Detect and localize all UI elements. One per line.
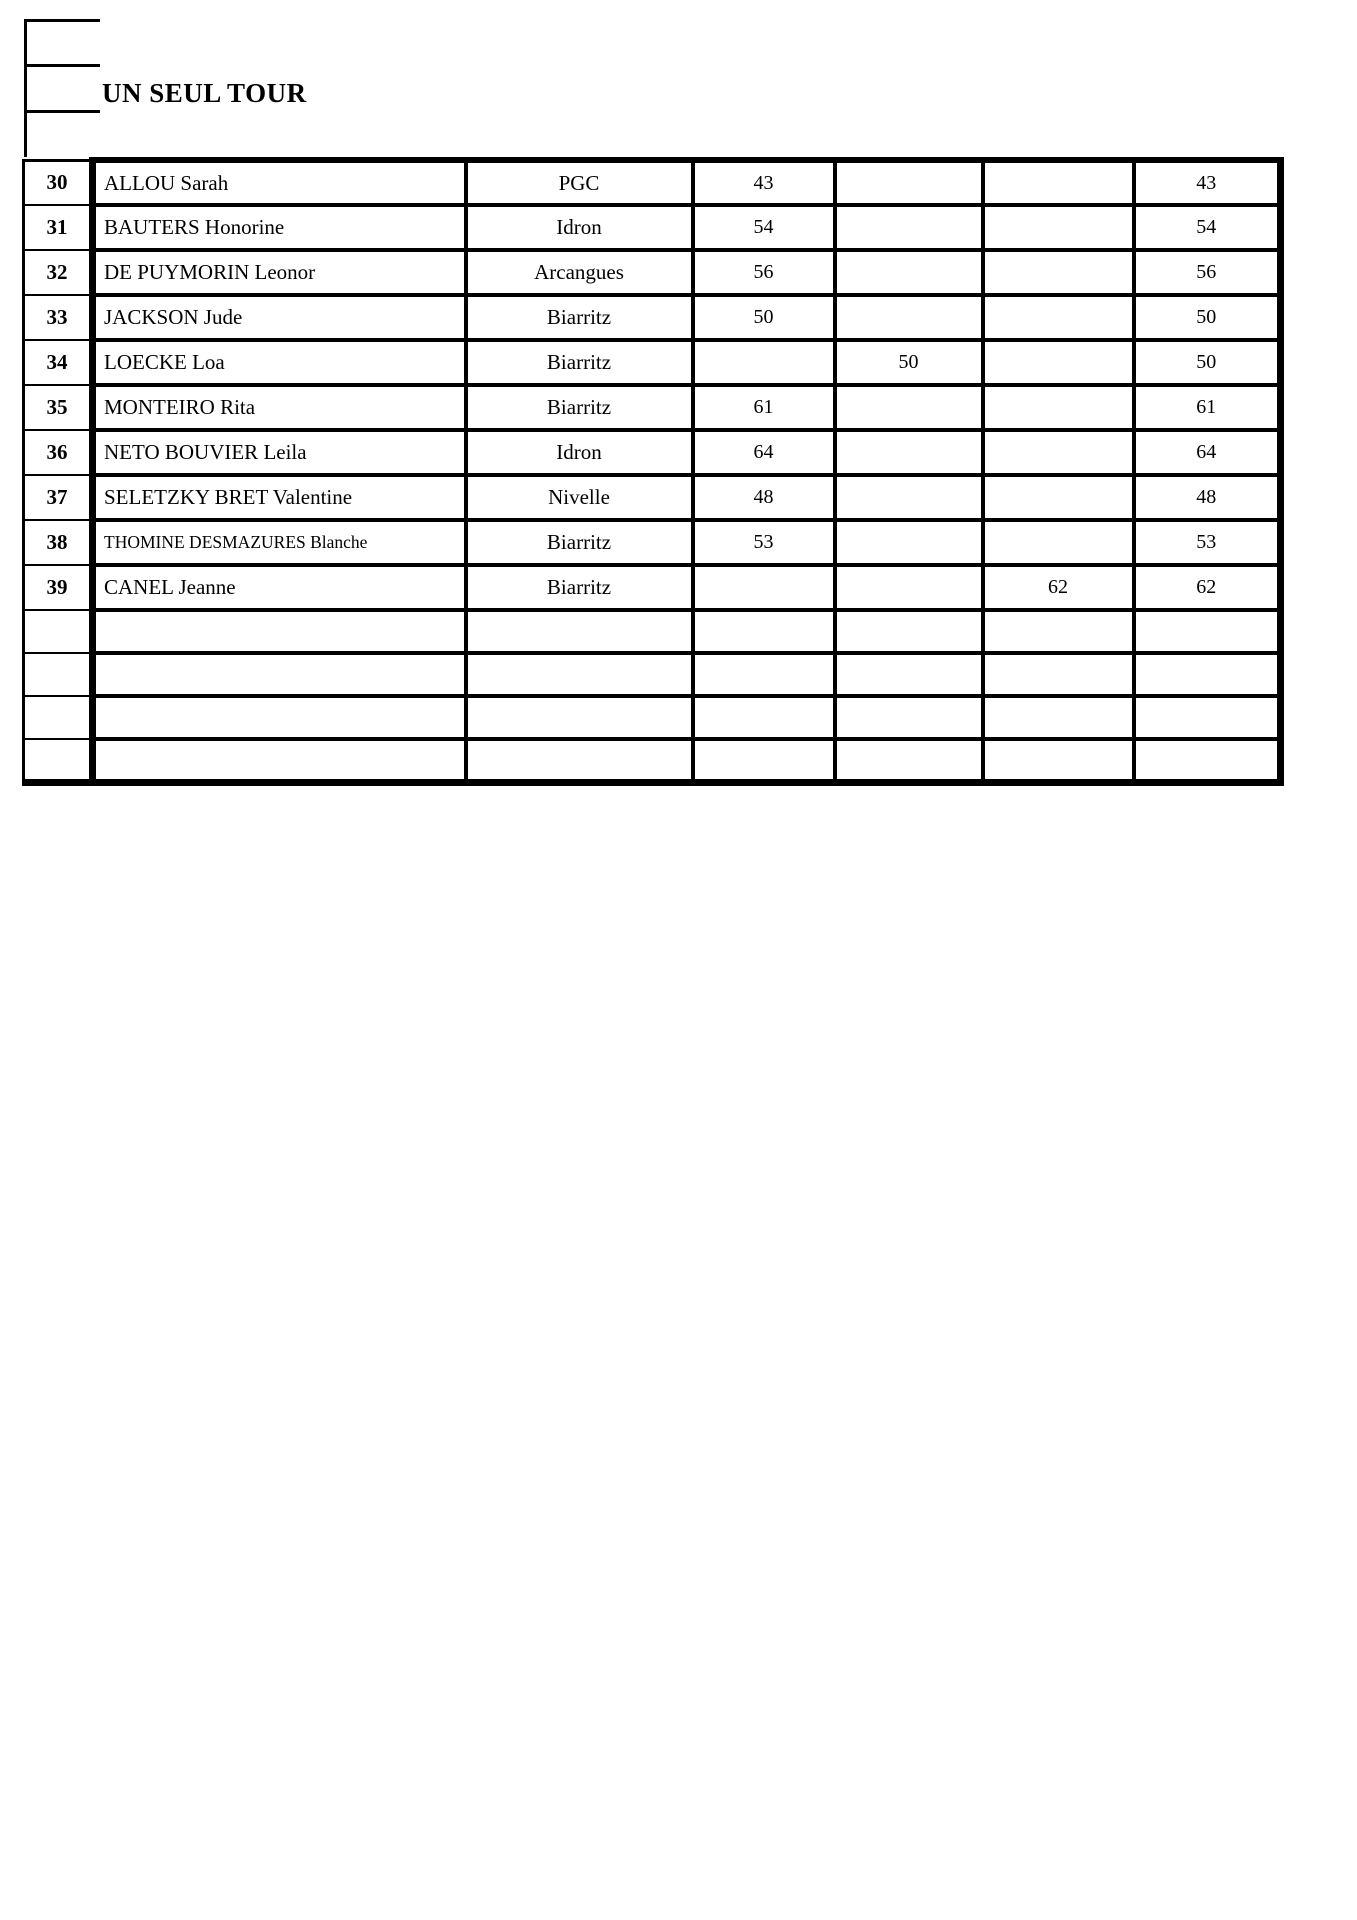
name-cell: ALLOU Sarah bbox=[93, 160, 466, 205]
club-cell: Nivelle bbox=[466, 475, 693, 520]
fragment-tick-line bbox=[24, 110, 100, 113]
fragment-tick-line bbox=[24, 19, 100, 22]
round2-score-cell bbox=[835, 295, 983, 340]
total-score-cell bbox=[1134, 739, 1281, 782]
table-row bbox=[24, 295, 1281, 340]
name-cell: JACKSON Jude bbox=[93, 295, 466, 340]
name-cell bbox=[93, 610, 466, 653]
round2-score-cell bbox=[835, 385, 983, 430]
club-cell: Arcangues bbox=[466, 250, 693, 295]
rank-cell: 31 bbox=[24, 205, 93, 250]
name-cell: THOMINE DESMAZURES Blanche bbox=[93, 520, 466, 565]
name-cell: CANEL Jeanne bbox=[93, 565, 466, 610]
club-cell: Biarritz bbox=[466, 385, 693, 430]
table-row bbox=[24, 696, 1281, 739]
round1-score-cell bbox=[693, 340, 835, 385]
total-score-cell: 56 bbox=[1134, 250, 1281, 295]
round3-score-cell bbox=[983, 610, 1134, 653]
name-cell: BAUTERS Honorine bbox=[93, 205, 466, 250]
total-score-cell: 50 bbox=[1134, 340, 1281, 385]
name-cell: SELETZKY BRET Valentine bbox=[93, 475, 466, 520]
round1-score-cell bbox=[693, 610, 835, 653]
rank-cell bbox=[24, 610, 93, 653]
table-row bbox=[24, 520, 1281, 565]
table-row bbox=[24, 565, 1281, 610]
round1-score-cell bbox=[693, 565, 835, 610]
name-cell bbox=[93, 653, 466, 696]
club-cell: Idron bbox=[466, 205, 693, 250]
name-cell: LOECKE Loa bbox=[93, 340, 466, 385]
round3-score-cell bbox=[983, 385, 1134, 430]
club-cell: Biarritz bbox=[466, 520, 693, 565]
page-title: UN SEUL TOUR bbox=[102, 78, 307, 108]
club-cell: Biarritz bbox=[466, 565, 693, 610]
table-row bbox=[24, 340, 1281, 385]
rank-cell bbox=[24, 696, 93, 739]
round3-score-cell bbox=[983, 160, 1134, 205]
round3-score-cell bbox=[983, 739, 1134, 782]
round3-score-cell bbox=[983, 696, 1134, 739]
results-table bbox=[22, 157, 1284, 786]
total-score-cell: 48 bbox=[1134, 475, 1281, 520]
round2-score-cell: 50 bbox=[835, 340, 983, 385]
round1-score-cell: 54 bbox=[693, 205, 835, 250]
rank-cell bbox=[24, 653, 93, 696]
rank-cell: 32 bbox=[24, 250, 93, 295]
table-row bbox=[24, 739, 1281, 782]
club-cell: Biarritz bbox=[466, 295, 693, 340]
round1-score-cell bbox=[693, 653, 835, 696]
total-score-cell: 53 bbox=[1134, 520, 1281, 565]
club-cell bbox=[466, 653, 693, 696]
results-table-container bbox=[22, 157, 1284, 786]
round3-score-cell bbox=[983, 205, 1134, 250]
round3-score-cell: 62 bbox=[983, 565, 1134, 610]
round2-score-cell bbox=[835, 160, 983, 205]
rank-cell: 38 bbox=[24, 520, 93, 565]
round2-score-cell bbox=[835, 696, 983, 739]
table-row bbox=[24, 205, 1281, 250]
table-row bbox=[24, 160, 1281, 205]
total-score-cell: 54 bbox=[1134, 205, 1281, 250]
club-cell bbox=[466, 610, 693, 653]
total-score-cell: 61 bbox=[1134, 385, 1281, 430]
total-score-cell bbox=[1134, 653, 1281, 696]
total-score-cell bbox=[1134, 610, 1281, 653]
table-row bbox=[24, 250, 1281, 295]
round1-score-cell bbox=[693, 696, 835, 739]
round1-score-cell: 56 bbox=[693, 250, 835, 295]
round2-score-cell bbox=[835, 475, 983, 520]
name-cell: NETO BOUVIER Leila bbox=[93, 430, 466, 475]
round3-score-cell bbox=[983, 295, 1134, 340]
name-cell bbox=[93, 696, 466, 739]
rank-cell: 33 bbox=[24, 295, 93, 340]
total-score-cell: 62 bbox=[1134, 565, 1281, 610]
name-cell: MONTEIRO Rita bbox=[93, 385, 466, 430]
round1-score-cell: 61 bbox=[693, 385, 835, 430]
rank-cell bbox=[24, 739, 93, 782]
round2-score-cell bbox=[835, 565, 983, 610]
round3-score-cell bbox=[983, 250, 1134, 295]
fragment-tick-line bbox=[24, 64, 100, 67]
club-cell: Biarritz bbox=[466, 340, 693, 385]
club-cell bbox=[466, 696, 693, 739]
table-row bbox=[24, 385, 1281, 430]
table-row bbox=[24, 430, 1281, 475]
club-cell bbox=[466, 739, 693, 782]
name-cell bbox=[93, 739, 466, 782]
round3-score-cell bbox=[983, 475, 1134, 520]
round2-score-cell bbox=[835, 739, 983, 782]
round1-score-cell: 53 bbox=[693, 520, 835, 565]
round1-score-cell: 50 bbox=[693, 295, 835, 340]
round3-score-cell bbox=[983, 340, 1134, 385]
round1-score-cell: 48 bbox=[693, 475, 835, 520]
round2-score-cell bbox=[835, 520, 983, 565]
rank-cell: 35 bbox=[24, 385, 93, 430]
round3-score-cell bbox=[983, 430, 1134, 475]
round2-score-cell bbox=[835, 430, 983, 475]
round1-score-cell: 64 bbox=[693, 430, 835, 475]
round3-score-cell bbox=[983, 520, 1134, 565]
results-table-body bbox=[24, 160, 1281, 782]
table-row bbox=[24, 653, 1281, 696]
table-row bbox=[24, 475, 1281, 520]
round2-score-cell bbox=[835, 250, 983, 295]
round2-score-cell bbox=[835, 205, 983, 250]
round1-score-cell bbox=[693, 739, 835, 782]
round2-score-cell bbox=[835, 610, 983, 653]
round2-score-cell bbox=[835, 653, 983, 696]
club-cell: PGC bbox=[466, 160, 693, 205]
fragment-vertical-line bbox=[24, 19, 27, 157]
rank-cell: 37 bbox=[24, 475, 93, 520]
total-score-cell: 43 bbox=[1134, 160, 1281, 205]
rank-cell: 39 bbox=[24, 565, 93, 610]
round3-score-cell bbox=[983, 653, 1134, 696]
rank-cell: 36 bbox=[24, 430, 93, 475]
club-cell: Idron bbox=[466, 430, 693, 475]
rank-cell: 30 bbox=[24, 160, 93, 205]
name-cell: DE PUYMORIN Leonor bbox=[93, 250, 466, 295]
total-score-cell: 50 bbox=[1134, 295, 1281, 340]
total-score-cell bbox=[1134, 696, 1281, 739]
rank-cell: 34 bbox=[24, 340, 93, 385]
round1-score-cell: 43 bbox=[693, 160, 835, 205]
total-score-cell: 64 bbox=[1134, 430, 1281, 475]
table-row bbox=[24, 610, 1281, 653]
